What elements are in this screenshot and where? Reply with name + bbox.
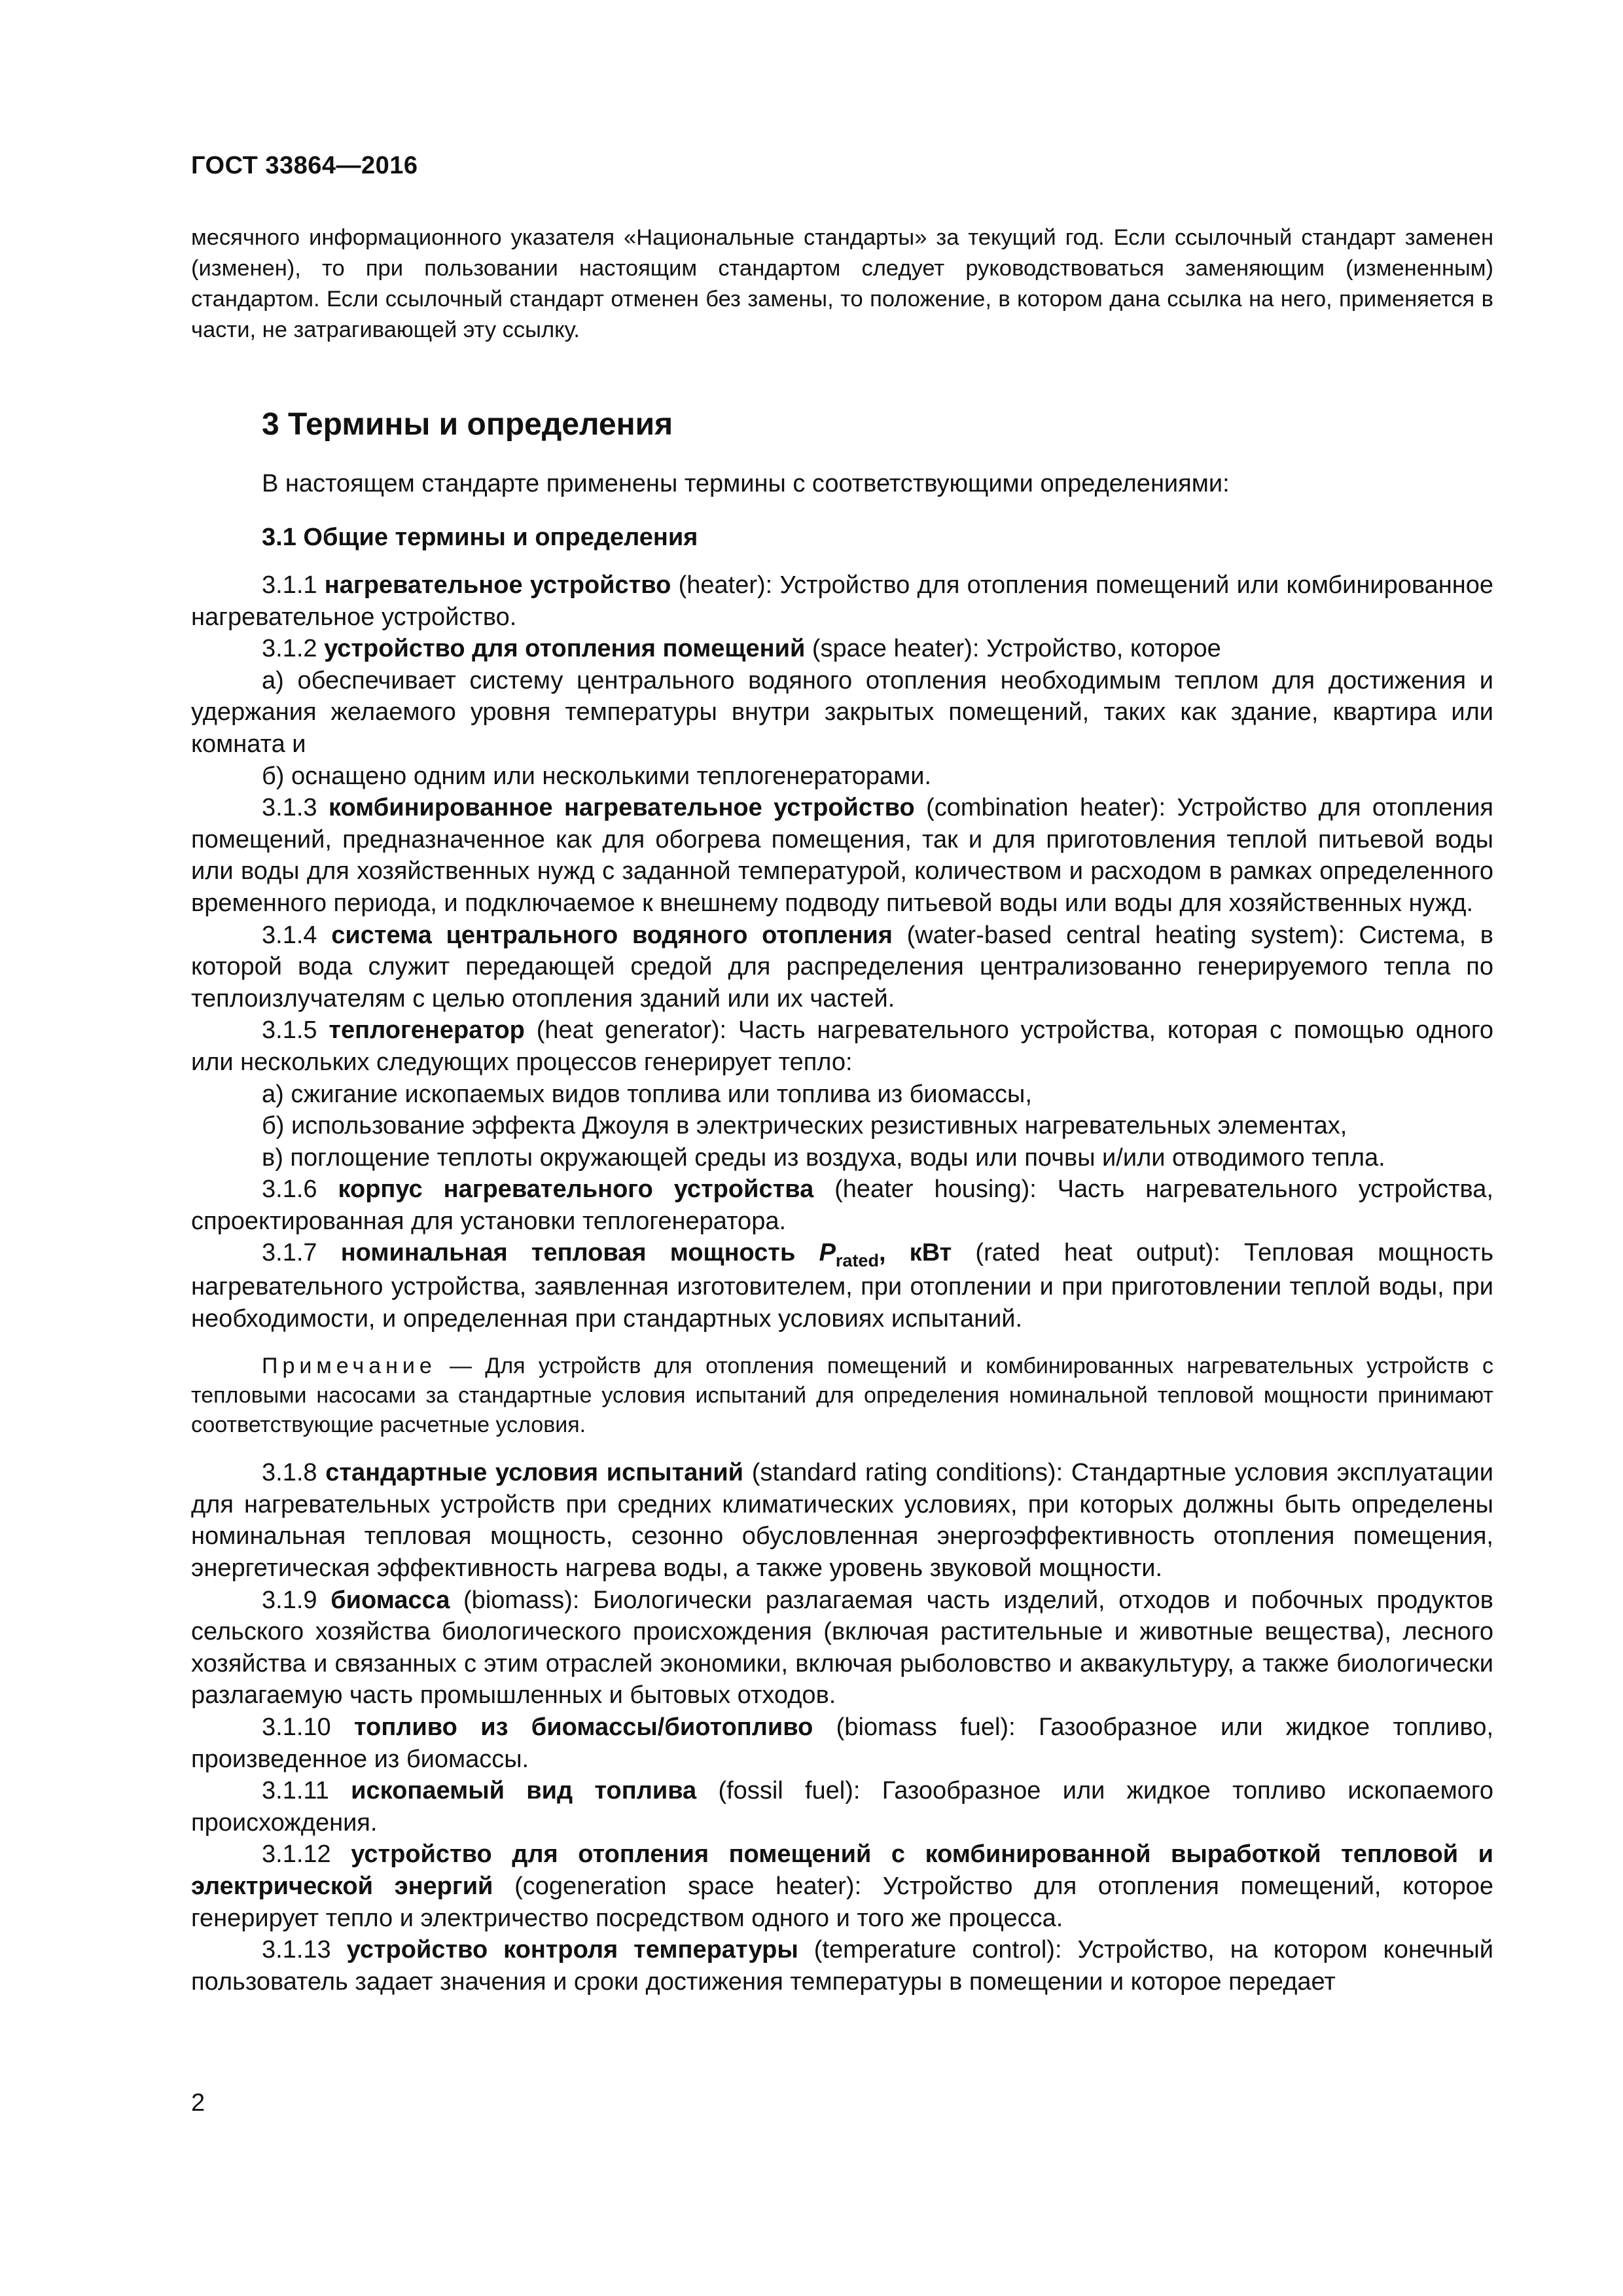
term-name: корпус нагревательного устройства xyxy=(338,1175,814,1204)
term-number: 3.1.12 xyxy=(262,1840,331,1869)
term-name: теплогенератор xyxy=(329,1016,525,1045)
term-number: 3.1.7 xyxy=(262,1239,317,1267)
term-name: нагревательное устройство xyxy=(324,571,671,599)
term-name: устройство для отопления помещений с комбинированной выработкой тепловой и электрической энергий xyxy=(191,1840,1493,1900)
term-number: 3.1.8 xyxy=(262,1459,317,1487)
term-definition: (heater): Устройство для отопления помещений или комбинированное нагревательное устройство. xyxy=(191,571,1493,631)
term-definition: (fossil fuel): Газообразное или жидкое топливо ископаемого происхождения. xyxy=(191,1777,1494,1837)
term-number: 3.1.13 xyxy=(262,1936,331,1964)
term-number: 3.1.9 xyxy=(262,1586,317,1614)
term-name: комбинированное нагревательное устройство xyxy=(328,794,915,822)
symbol-subscript: rated xyxy=(835,1251,879,1271)
term-definition: (combination heater): Устройство для отопления помещений, предназначенное как для обогрева помещения, так и для приготовления теплой питьевой воды или воды для хозяйственных нужд с заданной температурой, количеством и расходом в рамках определенного временного периода, и подключаемое к внешнему подводу питьевой воды или воды для хозяйственных нужд. xyxy=(191,794,1493,917)
term-3-1-6 xyxy=(191,1174,1493,1237)
term-3-1-5 xyxy=(191,1014,1493,1078)
terms-list xyxy=(191,569,1493,1998)
page-number: 2 xyxy=(191,2089,205,2117)
term-3-1-2-item-a: а) обеспечивает систему центрального водяного отопления необходимым теплом для достижения и удержания желаемого уровня температуры внутри закрытых помещений, таких как здание, квартира или комната и xyxy=(191,666,1493,758)
term-3-1-10 xyxy=(191,1712,1493,1775)
symbol-p-rated xyxy=(819,1239,879,1271)
term-3-1-8 xyxy=(191,1457,1493,1584)
term-unit: , кВт xyxy=(878,1239,952,1267)
symbol-letter: P xyxy=(819,1239,836,1267)
term-definition: (heat generator): Часть нагревательного устройства, которая с помощью одного или нескольких следующих процессов генерирует тепло: xyxy=(191,1016,1494,1076)
term-3-1-2-item-b: б) оснащено одним или несколькими теплогенераторами. xyxy=(262,762,932,790)
note-text: — Для устройств для отопления помещений и комбинированных нагревательных устройств с тепловыми насосами за стандартные условия испытаний для определения номинальной тепловой мощности принимают соответствующие расчетные условия. xyxy=(191,1354,1493,1438)
term-name: стандартные условия испытаний xyxy=(325,1459,744,1487)
term-definition: (space heater): Устройство, которое xyxy=(805,635,1221,663)
term-number: 3.1.4 xyxy=(262,921,317,949)
term-name: система центрального водяного отопления xyxy=(331,921,893,949)
standard-code-header: ГОСТ 33864—2016 xyxy=(191,152,418,179)
term-name: ископаемый вид топлива xyxy=(351,1777,697,1805)
term-number: 3.1.1 xyxy=(262,571,317,599)
term-name: номинальная тепловая мощность xyxy=(340,1239,796,1267)
term-3-1-5-item-b: б) использование эффекта Джоуля в электрических резистивных нагревательных элементах, xyxy=(262,1112,1347,1140)
page-content xyxy=(191,223,1493,1998)
term-3-1-13 xyxy=(191,1934,1493,1998)
term-name: устройство контроля температуры xyxy=(346,1936,798,1964)
term-3-1-12 xyxy=(191,1839,1493,1934)
term-definition: (water-based central heating system): Система, в которой вода служит передающей средой для распределения централизованно генерируемого тепла по теплоизлучателям с целью отопления зданий или их частей. xyxy=(191,921,1493,1013)
term-number: 3.1.6 xyxy=(262,1175,317,1204)
term-definition: (standard rating conditions): Стандартные условия эксплуатации для нагревательных устройств при средних климатических условиях, при которых должны быть определены номинальная тепловая мощность, сезонно обусловленная энергоэффективность отопления помещения, энергетическая эффективность нагрева воды, а также уровень звуковой мощности. xyxy=(191,1459,1493,1583)
term-definition: (biomass): Биологически разлагаемая часть изделий, отходов и побочных продуктов сельского хозяйства биологического происхождения (включая растительные и животные вещества), лесного хозяйства и связанных с этим отраслей экономики, включая рыболовство и аквакультуру, а также биологически разлагаемую часть промышленных и бытовых отходов. xyxy=(191,1586,1493,1710)
term-number: 3.1.5 xyxy=(262,1016,317,1045)
term-3-1-11 xyxy=(191,1775,1493,1839)
term-3-1-9 xyxy=(191,1585,1493,1712)
term-number: 3.1.10 xyxy=(262,1713,331,1741)
term-3-1-7 xyxy=(191,1237,1493,1335)
term-name: биомасса xyxy=(330,1586,450,1614)
term-definition: (rated heat output): Тепловая мощность нагревательного устройства, заявленная изготовителем, при отоплении и при приготовлении теплой воды, при необходимости, и определенная при стандартных условиях испытаний. xyxy=(191,1239,1494,1333)
intro-paragraph: месячного информационного указателя «Национальные стандарты» за текущий год. Если ссылочный стандарт заменен (изменен), то при пользовании настоящим стандартом следует руководствоваться заменяющим (измененным) стандартом. Если ссылочный стандарт отменен без замены, то положение, в котором дана ссылка на него, применяется в части, не затрагивающей эту ссылку. xyxy=(191,225,1493,342)
term-number: 3.1.2 xyxy=(262,635,317,663)
subsection-title: 3.1 Общие термины и определения xyxy=(262,524,698,551)
term-number: 3.1.11 xyxy=(262,1777,329,1805)
note-paragraph xyxy=(191,1352,1493,1440)
term-3-1-4 xyxy=(191,920,1493,1015)
term-definition: (biomass fuel): Газообразное или жидкое топливо, произведенное из биомассы. xyxy=(191,1713,1494,1773)
term-name: устройство для отопления помещений xyxy=(324,635,806,663)
term-3-1-1 xyxy=(191,569,1493,633)
term-definition: (heater housing): Часть нагревательного устройства, спроектированная для установки теплогенератора. xyxy=(191,1175,1493,1235)
term-definition: (cogeneration space heater): Устройство для отопления помещений, которое генерирует тепло и электричество посредством одного и того же процесса. xyxy=(191,1872,1493,1932)
term-3-1-2 xyxy=(191,633,1493,665)
term-name: топливо из биомассы/биотопливо xyxy=(354,1713,813,1741)
section-title: 3 Термины и определения xyxy=(262,407,673,442)
term-3-1-5-item-a: а) сжигание ископаемых видов топлива или топлива из биомассы, xyxy=(262,1080,1032,1108)
term-definition: (temperature control): Устройство, на котором конечный пользователь задает значения и сроки достижения температуры в помещении и которое передает xyxy=(191,1936,1494,1996)
term-3-1-5-item-c: в) поглощение теплоты окружающей среды из воздуха, воды или почвы и/или отводимого тепла. xyxy=(262,1143,1385,1172)
section-lead: В настоящем стандарте применены термины с соответствующими определениями: xyxy=(262,470,1230,497)
term-3-1-3 xyxy=(191,792,1493,919)
note-label: Примечание xyxy=(262,1354,437,1379)
term-number: 3.1.3 xyxy=(262,794,317,822)
